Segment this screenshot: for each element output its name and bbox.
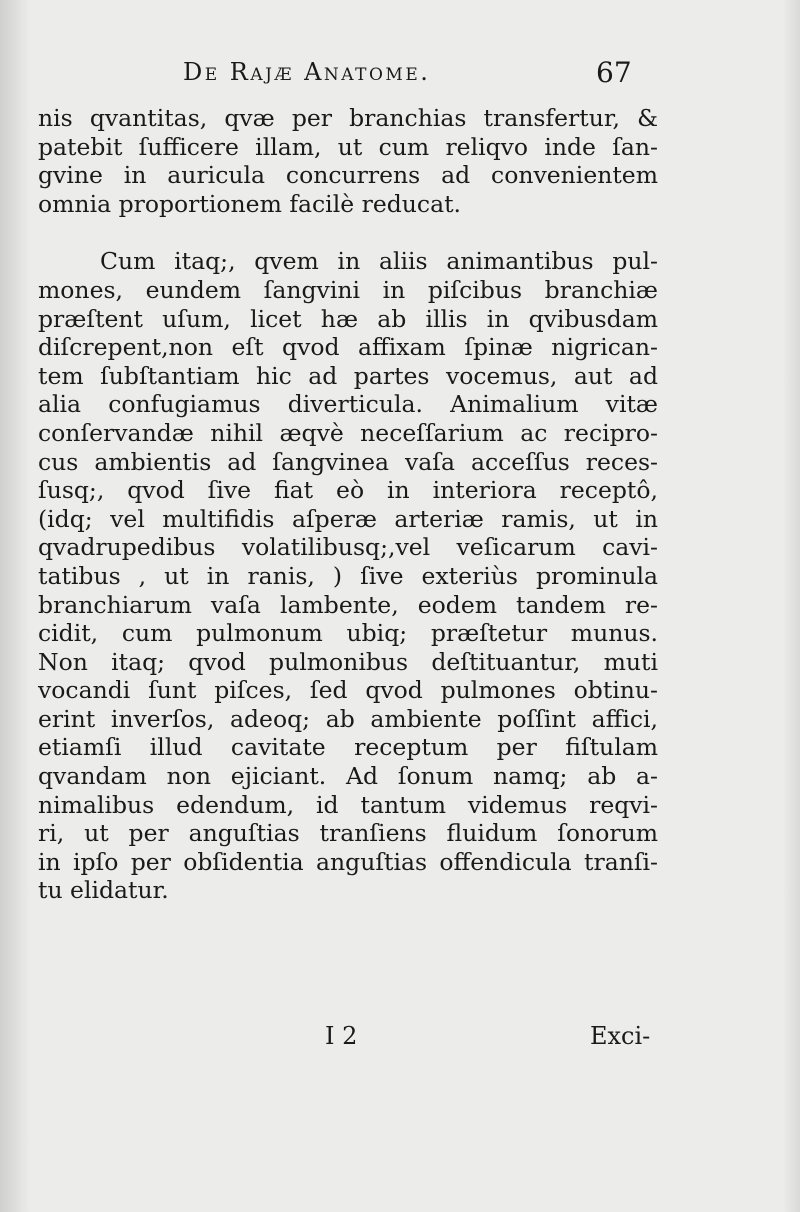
running-title: De Rajæ Anatome.	[183, 58, 431, 86]
catchword: Exci-	[590, 1022, 651, 1050]
text-line: præſtent uſum, licet hæ ab illis in qvibusdam	[38, 304, 658, 333]
text-line: ſusq;, qvod ſive fiat eò in interiora receptô,	[38, 476, 658, 505]
text-line: nis qvantitas, qvæ per branchias transfertur, &	[38, 104, 658, 132]
text-line: omnia proportionem facilè reducat.	[38, 189, 461, 218]
text-line: nimalibus edendum, id tantum videmus reqvi-	[38, 790, 658, 819]
text-line: ri, ut per anguſtias tranſiens fluidum ſonorum	[38, 819, 658, 848]
text-line: patebit ſufficere illam, ut cum reliqvo inde ſan-	[38, 132, 658, 161]
text-line: Non itaq; qvod pulmonibus deſtituantur, muti	[38, 647, 658, 676]
paragraph-1	[38, 104, 658, 218]
text-line: tem ſubſtantiam hic ad partes vocemus, aut ad	[38, 361, 658, 390]
text-line: qvadrupedibus volatilibusq;,vel veſicarum cavi-	[38, 533, 658, 562]
text-line: alia confugiamus diverticula. Animalium vitæ	[38, 390, 658, 419]
text-line: etiamſi illud cavitate receptum per fiſtulam	[38, 733, 658, 762]
text-line: Cum itaq;, qvem in aliis animantibus pul-	[100, 247, 658, 276]
text-line: erint inverſos, adeoq; ab ambiente poſſint affici,	[38, 704, 658, 733]
page-number: 67	[596, 56, 632, 89]
text-line: tatibus , ut in ranis, ) ſive exteriùs prominula	[38, 561, 658, 590]
text-line: conſervandæ nihil æqvè neceſſarium ac recipro-	[38, 418, 658, 447]
text-line: diſcrepent,non eſt qvod affixam ſpinæ nigrican-	[38, 333, 658, 362]
text-line: vocandi ſunt piſces, ſed qvod pulmones obtinu-	[38, 676, 658, 705]
text-line: cus ambientis ad ſangvinea vaſa acceſſus reces-	[38, 447, 658, 476]
text-line: mones, eundem ſangvini in piſcibus branchiæ	[38, 275, 658, 304]
text-line: gvine in auricula concurrens ad convenientem	[38, 161, 658, 190]
paragraph-2	[38, 247, 658, 905]
signature-mark: I 2	[325, 1022, 358, 1050]
paragraph-gap	[38, 218, 658, 247]
text-line: (idq; vel multifidis aſperæ arteriæ ramis, ut in	[38, 504, 658, 533]
text-line: cidit, cum pulmonum ubiq; præſtetur munus.	[38, 619, 658, 648]
text-line: branchiarum vaſa lambente, eodem tandem re-	[38, 590, 658, 619]
text-line: qvandam non ejiciant. Ad ſonum namq; ab a-	[38, 762, 658, 791]
text-line: tu elidatur.	[38, 876, 169, 905]
body-text	[38, 104, 658, 905]
text-line: in ipſo per obſidentia anguſtias offendicula tranſi-	[38, 847, 658, 876]
